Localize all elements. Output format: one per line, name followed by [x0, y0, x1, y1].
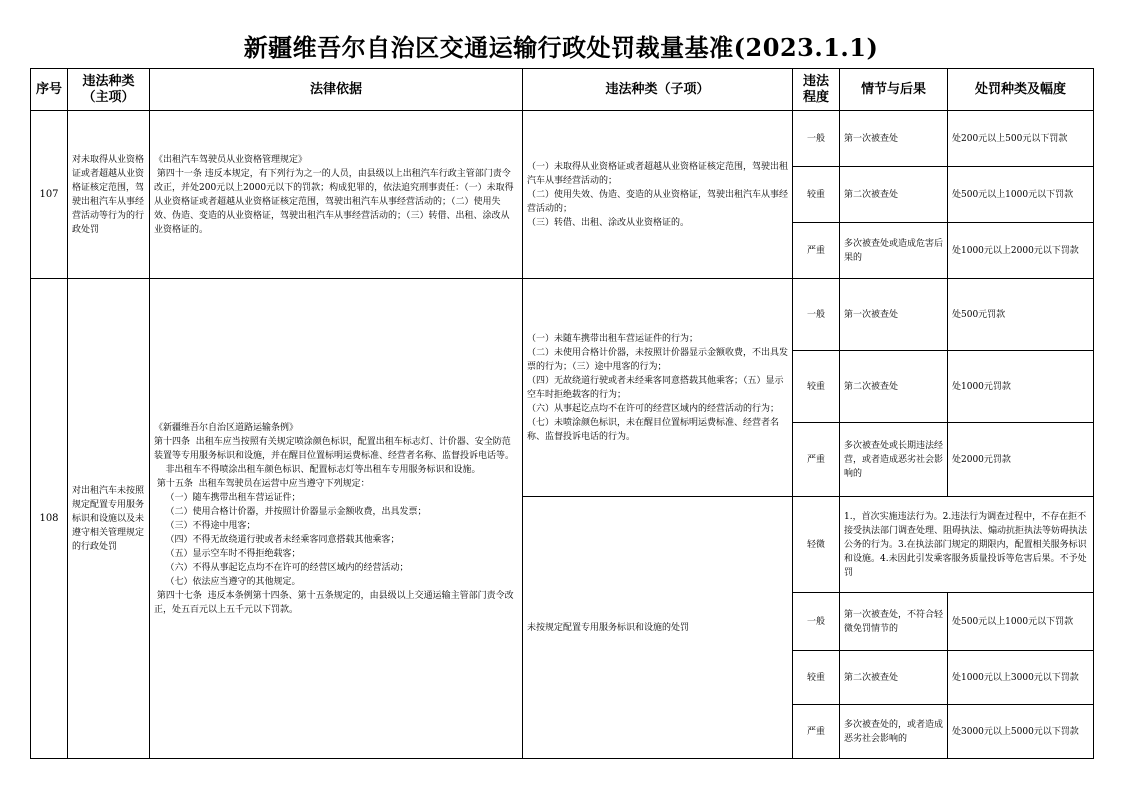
penalty-cell: 处200元以上500元以下罚款: [948, 111, 1094, 167]
header-degree: 违法 程度: [793, 69, 840, 111]
penalty-cell: 处1000元罚款: [948, 351, 1094, 423]
header-sub-type: 违法种类（子项）: [523, 69, 793, 111]
degree-cell: 较重: [793, 351, 840, 423]
penalty-cell: 处500元罚款: [948, 279, 1094, 351]
table-row: [31, 111, 1094, 167]
sub-type-cell: 未按规定配置专用服务标识和设施的处罚: [523, 497, 793, 759]
circumstance-cell: 第二次被查处: [840, 167, 948, 223]
legal-basis-cell: 《新疆维吾尔自治区道路运输条例》 第十四条 出租车应当按照有关规定喷涂颜色标识，配置出租车标志灯、计价器、安全防范装置等专用服务标识和设施，并在醒目位置标明运费标准、经营者名称、监督投诉电话等。 非出租车不得喷涂出租车颜色标识、配置标志灯等出租车专用服务标识和设施。 第十五条 出租车驾驶员在运营中应当遵守下列规定： （一）随车携带出租车营运证件； （二）使用合格计价器，并按照计价器显示金额收费，出具发票； （三）不得途中甩客； （四）不得无故绕道行驶或者未经乘客同意搭载其他乘客； （五）显示空车时不得拒绝载客； （六）不得从事起讫点均不在许可的经营区域内的经营活动； （七）依法应当遵守的其他规定。 第四十七条 违反本条例第十四条、第十五条规定的，由县级以上交通运输主管部门责令改正，处五百元以上五千元以下罚款。: [150, 279, 523, 759]
penalty-cell: 处500元以上1000元以下罚款: [948, 593, 1094, 651]
header-main-type: 违法种类 （主项）: [68, 69, 150, 111]
circumstance-cell: 多次被查处或造成危害后果的: [840, 223, 948, 279]
penalty-cell: 处500元以上1000元以下罚款: [948, 167, 1094, 223]
degree-cell: 较重: [793, 651, 840, 705]
degree-cell: 严重: [793, 423, 840, 497]
circumstance-cell: 第二次被查处: [840, 351, 948, 423]
degree-cell: 较重: [793, 167, 840, 223]
row-seq: 108: [31, 279, 68, 759]
table-row: [31, 279, 1094, 351]
degree-cell: 轻微: [793, 497, 840, 593]
circumstance-cell: 第一次被查处: [840, 111, 948, 167]
penalty-table: [30, 68, 1094, 759]
circumstance-cell: 第一次被查处: [840, 279, 948, 351]
circumstance-cell: 第二次被查处: [840, 651, 948, 705]
penalty-cell: 处2000元罚款: [948, 423, 1094, 497]
degree-cell: 一般: [793, 279, 840, 351]
main-type-cell: 对未取得从业资格证或者超越从业资格证核定范围，驾驶出租汽车从事经营活动等行为的行政处罚: [68, 111, 150, 279]
sub-type-cell: （一）未随车携带出租车营运证件的行为； （二）未使用合格计价器，未按照计价器显示金额收费，不出具发票的行为；（三）途中甩客的行为； （四）无故绕道行驶或者未经乘客同意搭载其他乘客；（五）显示空车时拒绝载客的行为； （六）从事起讫点均不在许可的经营区域内的经营活动的行为；（七）未喷涂颜色标识，未在醒目位置标明运费标准、经营者名称、监督投诉电话的行为。: [523, 279, 793, 497]
degree-cell: 严重: [793, 223, 840, 279]
penalty-cell: 处1000元以上2000元以下罚款: [948, 223, 1094, 279]
degree-cell: 严重: [793, 705, 840, 759]
circumstance-cell: 第一次被查处，不符合轻微免罚情节的: [840, 593, 948, 651]
row-seq: 107: [31, 111, 68, 279]
header-row: [31, 69, 1094, 111]
penalty-cell: 处1000元以上3000元以下罚款: [948, 651, 1094, 705]
header-legal-basis: 法律依据: [150, 69, 523, 111]
legal-basis-cell: 《出租汽车驾驶员从业资格管理规定》 第四十一条 违反本规定，有下列行为之一的人员，由县级以上出租汽车行政主管部门责令改正，并处200元以上2000元以下的罚款；构成犯罪的，依法追究刑事责任：（一）未取得从业资格证或者超越从业资格证核定范围，驾驶出租汽车从事经营活动的；（二）使用失效、伪造、变造的从业资格证，驾驶出租汽车从事经营活动的；（三）转借、出租、涂改从业资格证的。: [150, 111, 523, 279]
circumstance-cell: 多次被查处或长期违法经营，或者造成恶劣社会影响的: [840, 423, 948, 497]
header-seq: 序号: [31, 69, 68, 111]
degree-cell: 一般: [793, 593, 840, 651]
light-exemption-cell: 1.，首次实施违法行为。2.违法行为调查过程中，不存在拒不接受执法部门调查处理、阻碍执法、煽动抗拒执法等妨碍执法公务的行为。3.在执法部门规定的期限内，配置相关服务标识和设施。4.未因此引发乘客服务质量投诉等危害后果。不予处罚: [840, 497, 1094, 593]
sub-type-cell: （一）未取得从业资格证或者超越从业资格证核定范围，驾驶出租汽车从事经营活动的； （二）使用失效、伪造、变造的从业资格证，驾驶出租汽车从事经营活动的； （三）转借、出租、涂改从业资格证的。: [523, 111, 793, 279]
header-circumstance: 情节与后果: [840, 69, 948, 111]
main-type-cell: 对出租汽车未按照规定配置专用服务标识和设施以及未遵守相关管理规定的行政处罚: [68, 279, 150, 759]
degree-cell: 一般: [793, 111, 840, 167]
document-title: 新疆维吾尔自治区交通运输行政处罚裁量基准(2023.1.1): [243, 33, 879, 62]
penalty-cell: 处3000元以上5000元以下罚款: [948, 705, 1094, 759]
header-penalty: 处罚种类及幅度: [948, 69, 1094, 111]
circumstance-cell: 多次被查处的，或者造成恶劣社会影响的: [840, 705, 948, 759]
